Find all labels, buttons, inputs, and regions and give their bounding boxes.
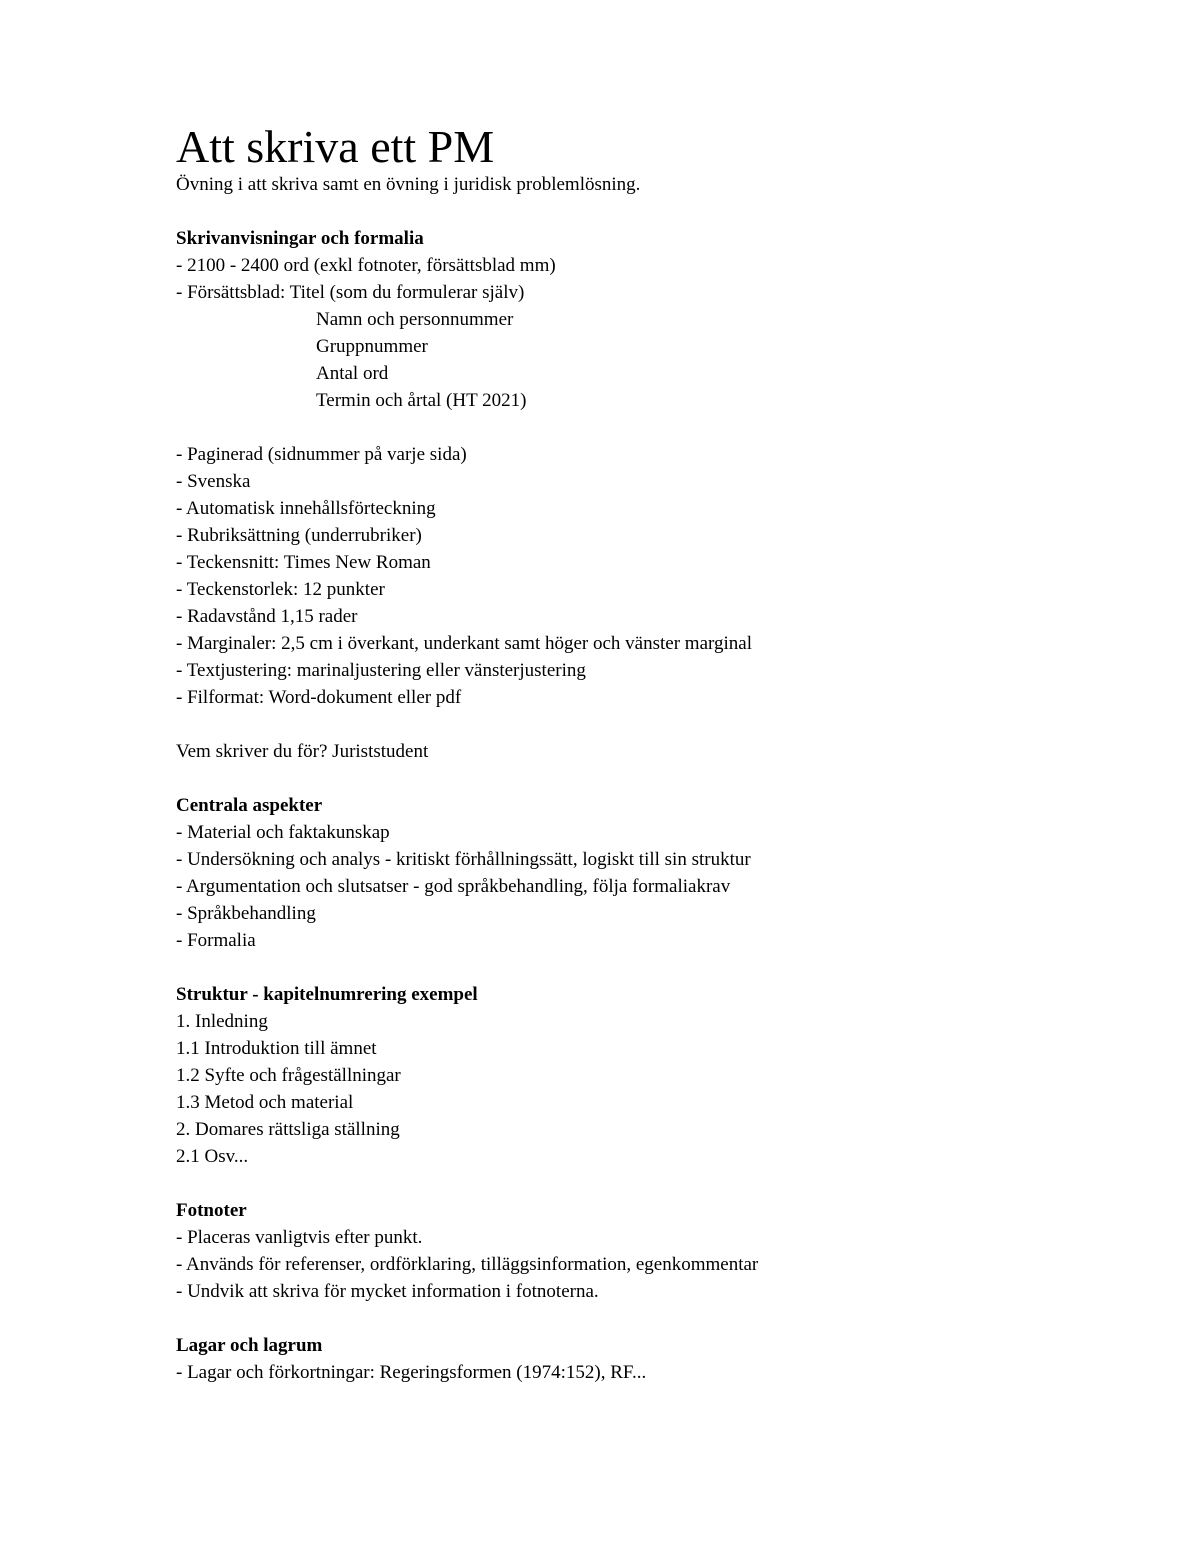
formalia-item: - Paginerad (sidnummer på varje sida) (176, 444, 467, 465)
footnotes-item: - Undvik att skriva för mycket information i fotnoterna. (176, 1281, 599, 1302)
formalia-item: - Teckensnitt: Times New Roman (176, 552, 431, 573)
formalia-heading: Skrivanvisningar och formalia (176, 228, 424, 249)
footnotes-item: - Placeras vanligtvis efter punkt. (176, 1227, 423, 1248)
aspects-item: - Formalia (176, 930, 256, 951)
spacer (176, 414, 1116, 441)
document-title: Att skriva ett PM (176, 121, 495, 172)
spacer (176, 1170, 1116, 1197)
structure-item: 1.3 Metod och material (176, 1092, 354, 1113)
spacer (176, 1305, 1116, 1332)
aspects-item: - Undersökning och analys - kritiskt förhållningssätt, logiskt till sin struktur (176, 849, 751, 870)
formalia-item: - Marginaler: 2,5 cm i överkant, underkant samt höger och vänster marginal (176, 633, 752, 654)
aspects-item: - Språkbehandling (176, 903, 316, 924)
laws-item: - Lagar och förkortningar: Regeringsformen (1974:152), RF... (176, 1362, 647, 1383)
structure-item: 1.1 Introduktion till ämnet (176, 1038, 377, 1059)
formalia-item: - Automatisk innehållsförteckning (176, 498, 436, 519)
aspects-item: - Material och faktakunskap (176, 822, 390, 843)
formalia-item: - Filformat: Word-dokument eller pdf (176, 687, 462, 708)
spacer (176, 954, 1116, 981)
footnotes-heading: Fotnoter (176, 1200, 247, 1221)
formalia-item: - Teckenstorlek: 12 punkter (176, 579, 385, 600)
footnotes-item: - Används för referenser, ordförklaring, tilläggsinformation, egenkommentar (176, 1254, 759, 1275)
spacer (176, 198, 1116, 225)
cover-item: Namn och personnummer (316, 309, 514, 330)
structure-item: 2.1 Osv... (176, 1146, 249, 1167)
structure-item: 2. Domares rättsliga ställning (176, 1119, 400, 1140)
cover-item: Gruppnummer (316, 336, 428, 357)
document-subtitle: Övning i att skriva samt en övning i juridisk problemlösning. (176, 174, 641, 195)
spacer (176, 711, 1116, 738)
formalia-item: - Radavstånd 1,15 rader (176, 606, 358, 627)
aspects-heading: Centrala aspekter (176, 795, 323, 816)
cover-item: Antal ord (316, 363, 389, 384)
formalia-item: - Svenska (176, 471, 251, 492)
spacer (176, 765, 1116, 792)
document-body (176, 118, 1116, 1386)
formalia-word-count: - 2100 - 2400 ord (exkl fotnoter, försättsblad mm) (176, 255, 556, 276)
structure-heading: Struktur - kapitelnumrering exempel (176, 984, 478, 1005)
audience-line: Vem skriver du för? Juriststudent (176, 741, 429, 762)
formalia-item: - Rubriksättning (underrubriker) (176, 525, 422, 546)
structure-item: 1.2 Syfte och frågeställningar (176, 1065, 401, 1086)
laws-heading: Lagar och lagrum (176, 1335, 323, 1356)
formalia-cover-page: - Försättsblad: Titel (som du formulerar själv) (176, 282, 525, 303)
structure-item: 1. Inledning (176, 1011, 268, 1032)
formalia-item: - Textjustering: marinaljustering eller vänsterjustering (176, 660, 586, 681)
aspects-item: - Argumentation och slutsatser - god språkbehandling, följa formaliakrav (176, 876, 731, 897)
cover-item: Termin och årtal (HT 2021) (316, 390, 527, 411)
